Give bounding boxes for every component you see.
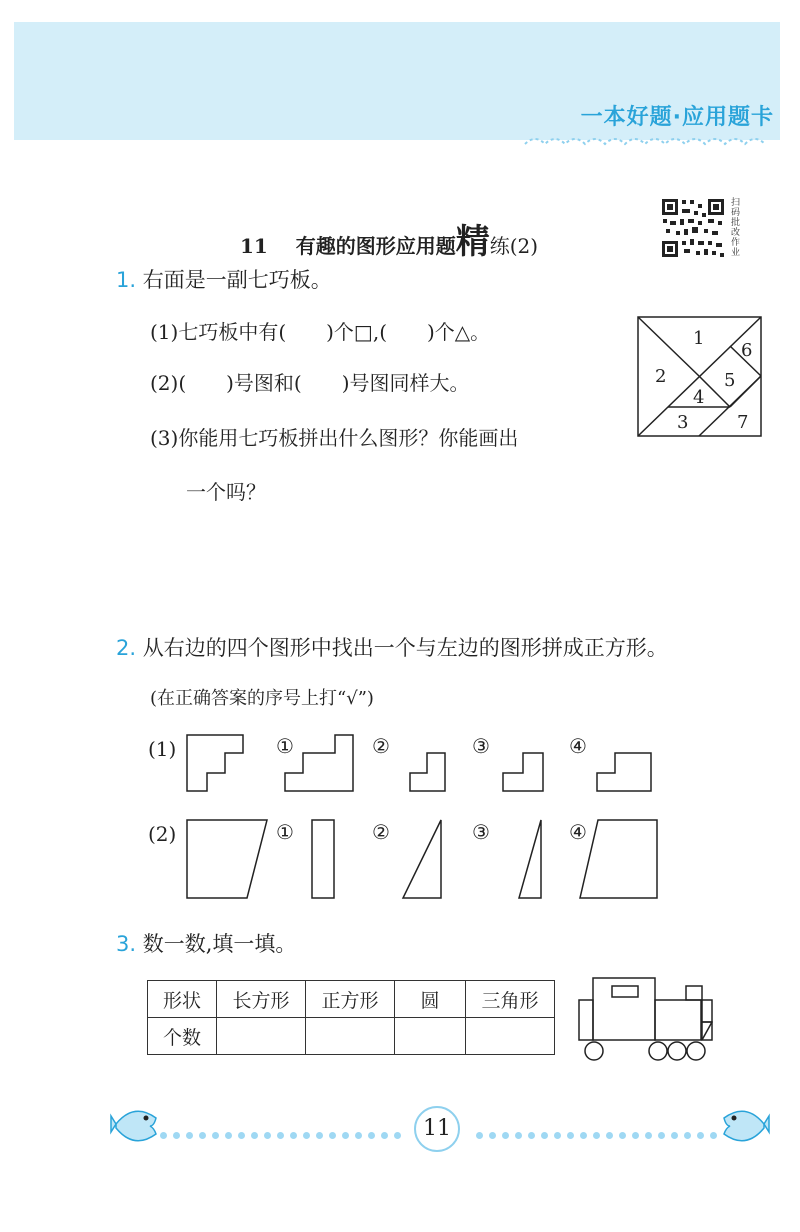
q2-number: 2. [116,636,137,660]
brand-title: 一本好题·应用题卡 [580,105,774,130]
q2-row2-shapes [185,818,660,900]
q2-row1-shape-2 [410,753,445,791]
answer-cell[interactable] [306,1018,395,1055]
q2-row1-label: (1) [148,737,177,761]
lesson-title-tail: 练 [489,234,510,258]
tangram-label-7: 7 [737,412,749,433]
q2-note: (在正确答案的序号上打“√”) [150,688,374,709]
tangram-label-3: 3 [677,412,689,433]
answer-cell[interactable] [466,1018,555,1055]
q2-row1-shape-4 [597,753,651,791]
q2-row1-shape-1 [285,735,353,791]
tangram-label-2: 2 [655,366,667,387]
lesson-title-big: 精 [455,222,490,262]
footer-dots-right [476,1124,723,1132]
train-figure [576,972,722,1064]
q2-row1-option-4[interactable]: ④ [569,734,587,758]
tangram-label-4: 4 [693,387,705,408]
page-number: 11 [414,1106,460,1152]
q2-row2-shape-4 [580,820,657,898]
table-header-cell: 长方形 [217,981,306,1018]
lesson-title-text: 有趣的图形应用题 [295,234,456,258]
q2-row2-shape-1 [312,820,334,898]
tangram-label-1: 1 [693,328,705,349]
q1-text: 右面是一副七巧板。 [142,268,332,292]
table-row [148,981,555,1018]
table-row-label: 个数 [148,1018,217,1055]
q1-number: 1. [116,268,137,292]
tangram-label-5: 5 [724,370,736,391]
q2-text: 从右边的四个图形中找出一个与左边的图形拼成正方形。 [142,636,668,660]
q1-sub2: (2)( )号图和( )号图同样大。 [150,371,470,395]
table-header-cell: 形状 [148,981,217,1018]
q2-row1-shape-3 [503,753,543,791]
q1-sub3-cont: 一个吗？ [186,480,266,504]
table-header-cell: 三角形 [466,981,555,1018]
q2-row2-label: (2) [148,822,177,846]
answer-cell[interactable] [217,1018,306,1055]
answer-cell[interactable] [395,1018,466,1055]
q2-prompt [116,632,668,662]
qr-caption: 扫码批改作业 [731,198,741,258]
q2-row1-target-shape [187,735,243,791]
q3-number: 3. [116,932,137,956]
lesson-title-suffix: (2) [509,234,539,258]
q1-prompt [116,264,332,294]
cloud-decoration [520,132,780,154]
tangram-figure [637,316,763,438]
q2-row1-option-1[interactable]: ① [276,734,294,758]
table-header-cell: 正方形 [306,981,395,1018]
q1-sub3: (3)你能用七巧板拼出什么图形？你能画出 [150,426,519,450]
tangram-label-6: 6 [741,340,753,361]
fish-icon-left [110,1102,160,1146]
q2-row1-option-2[interactable]: ② [372,734,390,758]
table-header-cell: 圆 [395,981,466,1018]
q2-row1-shapes [185,733,660,795]
q2-row2-shape-3 [519,820,541,898]
fish-icon-right [720,1102,770,1146]
q2-row2-option-1[interactable]: ① [276,820,294,844]
footer-dots-left [160,1124,407,1132]
q2-row2-shape-2 [403,820,441,898]
q2-row2-option-3[interactable]: ③ [472,820,490,844]
table-row [148,1018,555,1055]
q2-row2-target-shape [187,820,267,898]
q2-row1-option-3[interactable]: ③ [472,734,490,758]
q2-row2-option-2[interactable]: ② [372,820,390,844]
q2-row2-option-4[interactable]: ④ [569,820,587,844]
lesson-title [240,214,538,263]
q3-count-table [147,980,555,1055]
q1-sub1: (1)七巧板中有( )个□,( )个△。 [150,320,491,344]
q3-text: 数一数,填一填。 [142,932,297,956]
q3-prompt [116,928,296,958]
lesson-number: 11 [240,234,268,258]
qr-code-icon[interactable] [660,197,726,259]
